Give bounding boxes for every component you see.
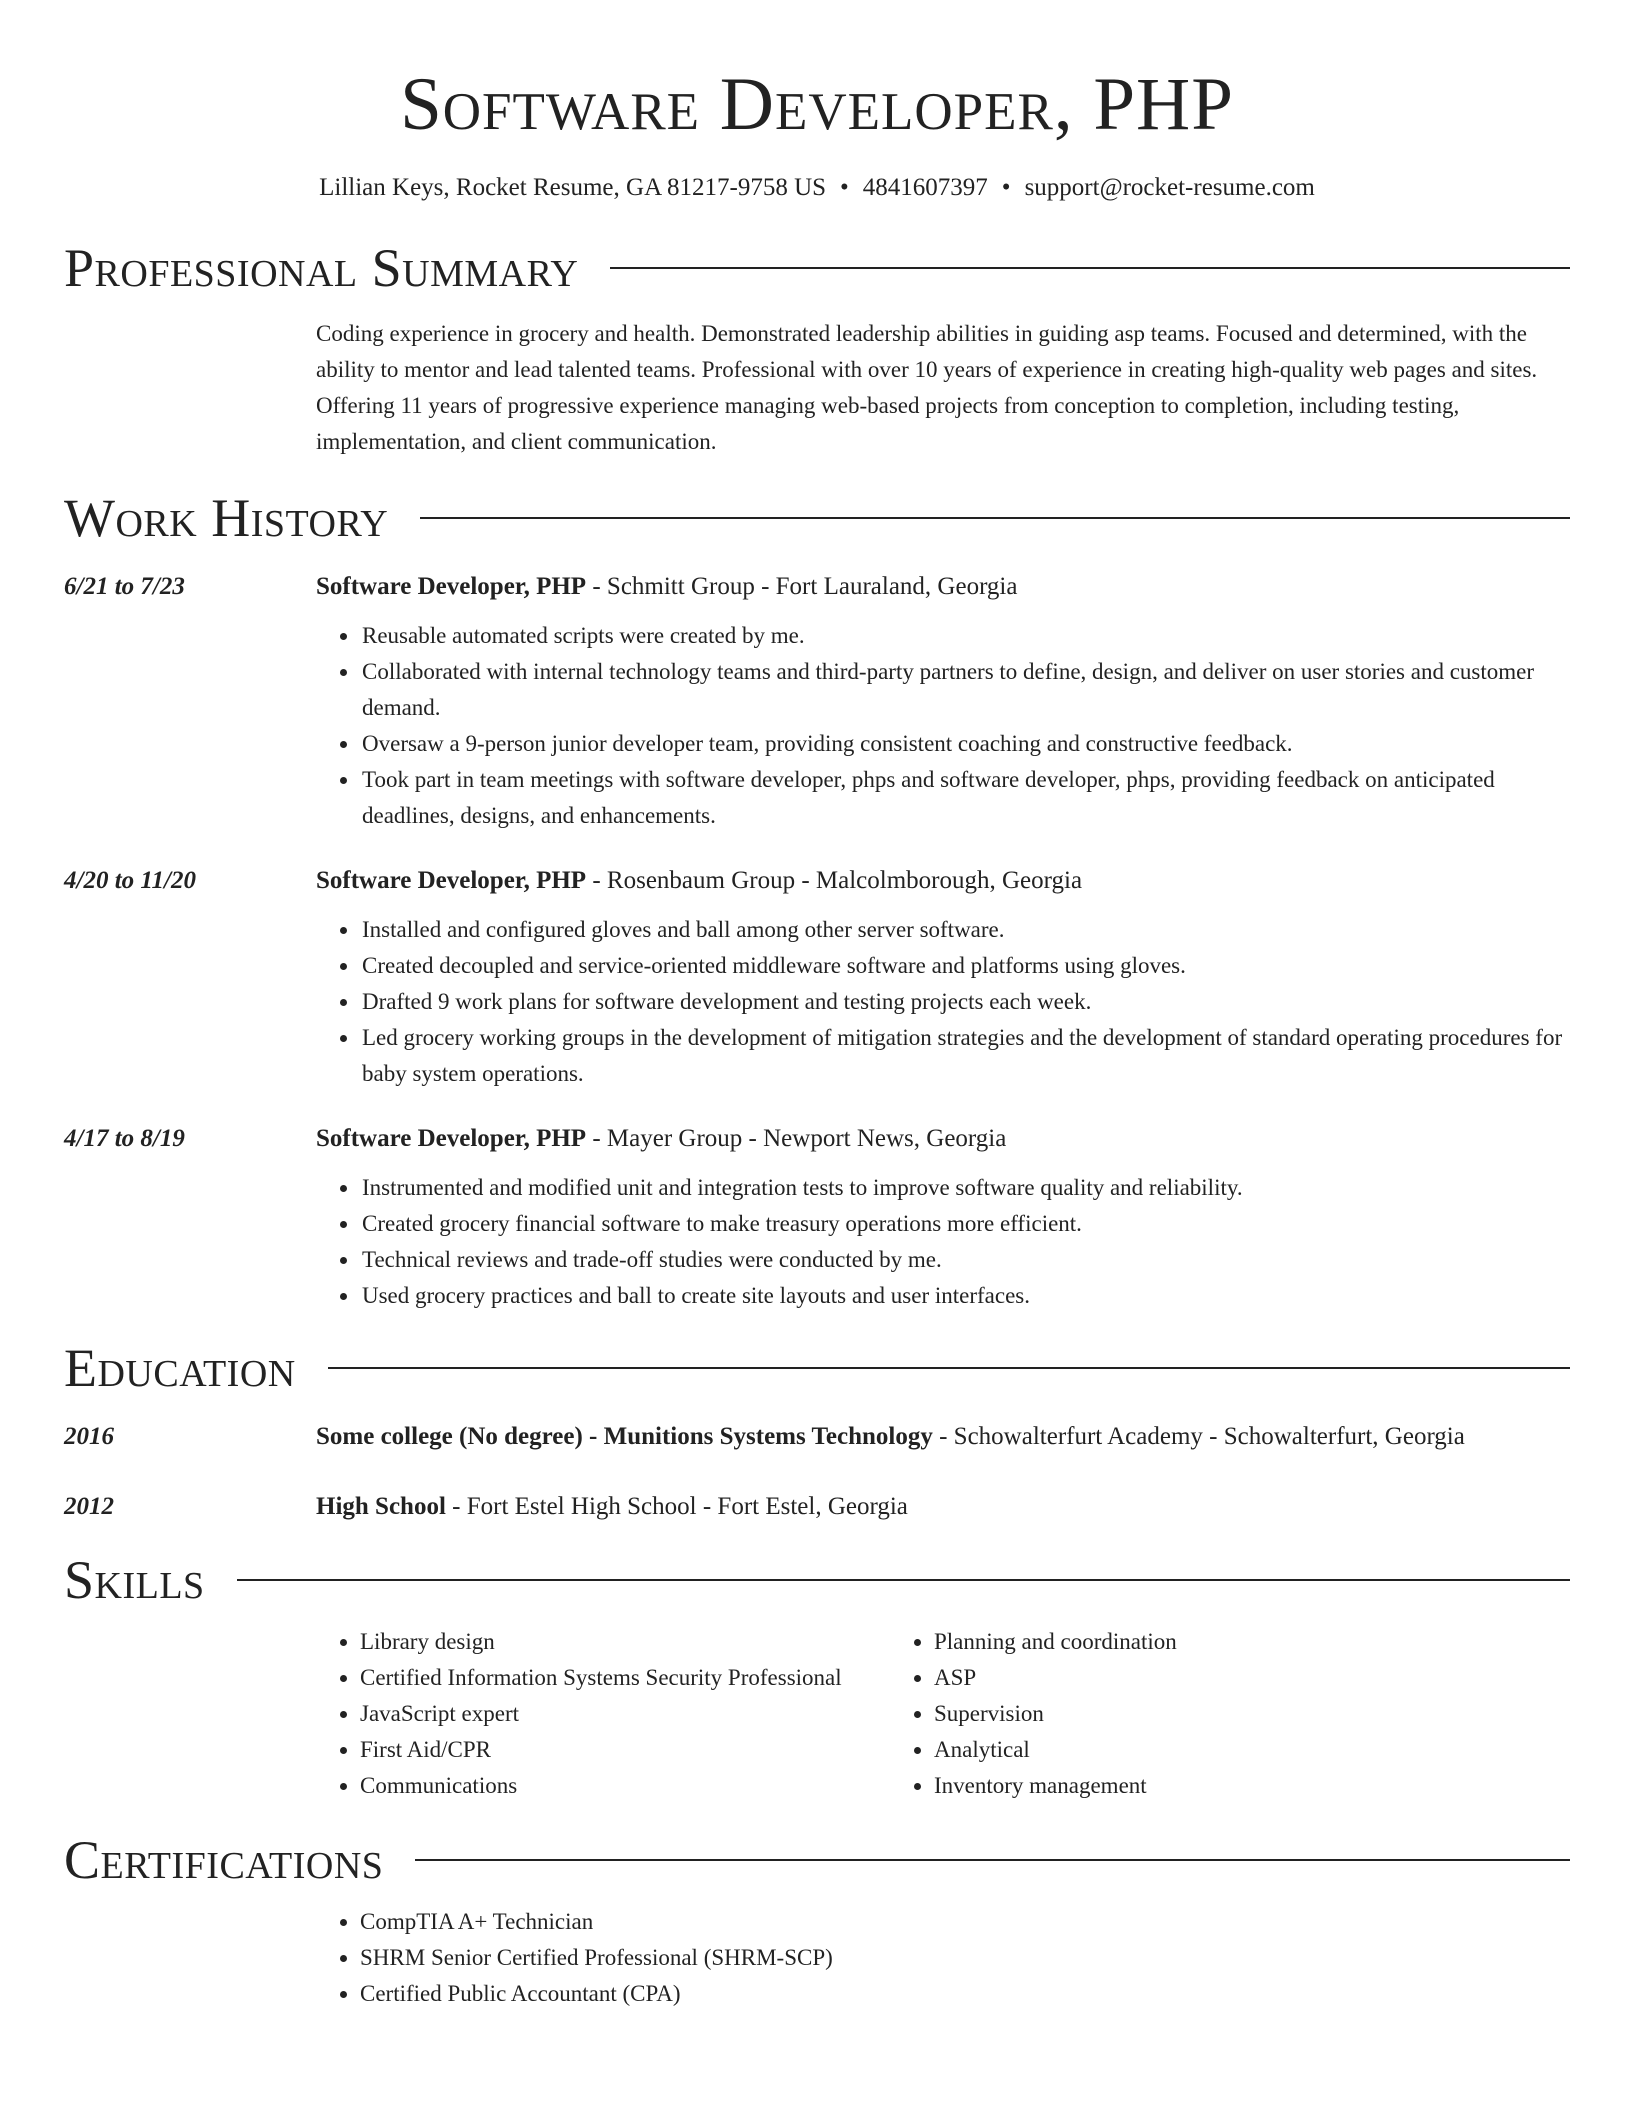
summary-section-header — [64, 238, 1570, 298]
list-item: • Led grocery working groups in the development of mitigation strategies and the development of standard operating procedures for baby system operations. — [360, 1020, 1570, 1092]
certifications-list — [316, 1904, 1570, 2012]
job-details: - Schmitt Group - Fort Lauraland, Georgia — [586, 573, 1018, 600]
contact-email: support@rocket-resume.com — [1024, 174, 1315, 201]
education-details: - Schowalterfurt Academy - Schowalterfurt, Georgia — [932, 1423, 1465, 1450]
list-item: • Supervision — [934, 1696, 1570, 1732]
job-header — [64, 570, 1570, 604]
education-section-header — [64, 1338, 1570, 1398]
job-entry-1 — [64, 570, 1570, 834]
resume-name: Software Developer, PHP — [400, 63, 1234, 146]
skills-column-1 — [316, 1624, 890, 1804]
section-title-skills: Skills — [64, 1550, 205, 1610]
list-item: • Analytical — [934, 1732, 1570, 1768]
job-header — [64, 864, 1570, 898]
job-date: 6/21 to 7/23 — [64, 573, 185, 600]
section-title-work: Work History — [64, 488, 389, 548]
job-details: - Rosenbaum Group - Malcolmborough, Georgia — [586, 867, 1083, 894]
job-date: 4/20 to 11/20 — [64, 867, 196, 894]
list-item: • Collaborated with internal technology teams and third-party partners to define, design, and deliver on user stories and customer demand. — [360, 654, 1570, 726]
job-bullets — [316, 618, 1570, 834]
skills-section-header — [64, 1550, 1570, 1610]
contact-separator: • — [1001, 174, 1011, 201]
list-item: • Communications — [360, 1768, 890, 1804]
job-title — [316, 864, 1082, 898]
contact-phone: 4841607397 — [862, 174, 988, 201]
list-item: • Certified Public Accountant (CPA) — [360, 1976, 1570, 2012]
section-title-education: Education — [64, 1338, 296, 1398]
contact-separator: • — [840, 174, 849, 201]
list-item: • Used grocery practices and ball to create site layouts and user interfaces. — [360, 1278, 1570, 1314]
list-item: • Certified Information Systems Security Professional — [360, 1660, 890, 1696]
list-item: • Took part in team meetings with software developer, phps and software developer, phps, providing feedback on anticipated deadlines, designs, and enhancements. — [360, 762, 1570, 834]
contact-line — [64, 172, 1570, 204]
education-degree: Some college (No degree) - Munitions Systems Technology — [316, 1423, 933, 1450]
list-item: • First Aid/CPR — [360, 1732, 890, 1768]
list-item: • Installed and configured gloves and ball among other server software. — [360, 912, 1570, 948]
education-details: - Fort Estel High School - Fort Estel, Georgia — [445, 1493, 908, 1520]
contact-location: Lillian Keys, Rocket Resume, GA 81217-9758 US — [319, 174, 827, 201]
section-title-summary: Professional Summary — [64, 238, 579, 298]
job-details: - Mayer Group - Newport News, Georgia — [586, 1125, 1007, 1152]
job-role: Software Developer, PHP — [316, 867, 587, 894]
education-title — [316, 1490, 908, 1524]
list-item: • Planning and coordination — [934, 1624, 1570, 1660]
section-divider — [610, 267, 1570, 269]
list-item: • Drafted 9 work plans for software development and testing projects each week. — [360, 984, 1570, 1020]
certifications-section-header — [64, 1830, 1570, 1890]
list-item: • Created grocery financial software to make treasury operations more efficient. — [360, 1206, 1570, 1242]
list-item: • Instrumented and modified unit and integration tests to improve software quality and reliability. — [360, 1170, 1570, 1206]
list-item: • Inventory management — [934, 1768, 1570, 1804]
section-divider — [328, 1367, 1570, 1369]
job-bullets — [316, 912, 1570, 1092]
education-title — [316, 1420, 1465, 1454]
list-item: • Library design — [360, 1624, 890, 1660]
job-bullets — [316, 1170, 1570, 1314]
list-item: • Created decoupled and service-oriented middleware software and platforms using gloves. — [360, 948, 1570, 984]
list-item: • Technical reviews and trade-off studies were conducted by me. — [360, 1242, 1570, 1278]
job-entry-3 — [64, 1122, 1570, 1314]
list-item: • SHRM Senior Certified Professional (SHRM-SCP) — [360, 1940, 1570, 1976]
job-title — [316, 570, 1017, 604]
list-item: • Reusable automated scripts were created by me. — [360, 618, 1570, 654]
education-entry-1 — [64, 1420, 1570, 1454]
skills-list — [316, 1624, 1570, 1804]
list-item: • ASP — [934, 1660, 1570, 1696]
job-header — [64, 1122, 1570, 1156]
job-date: 4/17 to 8/19 — [64, 1125, 185, 1152]
job-role: Software Developer, PHP — [316, 1125, 587, 1152]
education-date: 2016 — [64, 1423, 114, 1450]
list-item: • JavaScript expert — [360, 1696, 890, 1732]
education-degree: High School — [316, 1493, 446, 1520]
list-item: • Oversaw a 9-person junior developer team, providing consistent coaching and constructive feedback. — [360, 726, 1570, 762]
skills-column-2 — [890, 1624, 1570, 1804]
education-date: 2012 — [64, 1493, 114, 1520]
section-divider — [420, 517, 1570, 519]
job-title — [316, 1122, 1006, 1156]
section-divider — [237, 1579, 1570, 1581]
section-divider — [415, 1859, 1570, 1861]
work-section-header — [64, 488, 1570, 548]
job-entry-2 — [64, 864, 1570, 1092]
list-item: • CompTIA A+ Technician — [360, 1904, 1570, 1940]
section-title-certifications: Certifications — [64, 1830, 384, 1890]
summary-text: Coding experience in grocery and health. Demonstrated leadership abilities in guiding asp teams. Focused and determined, with the ability to mentor and lead talented teams. Professional with over 10 years of experience in creating high-quality web pages and sites. Offering 11 years of progressive experience managing web-based projects from conception to completion, including testing, implementation, and client communication. — [316, 321, 1538, 454]
job-role: Software Developer, PHP — [316, 573, 587, 600]
education-entry-2 — [64, 1490, 1570, 1524]
